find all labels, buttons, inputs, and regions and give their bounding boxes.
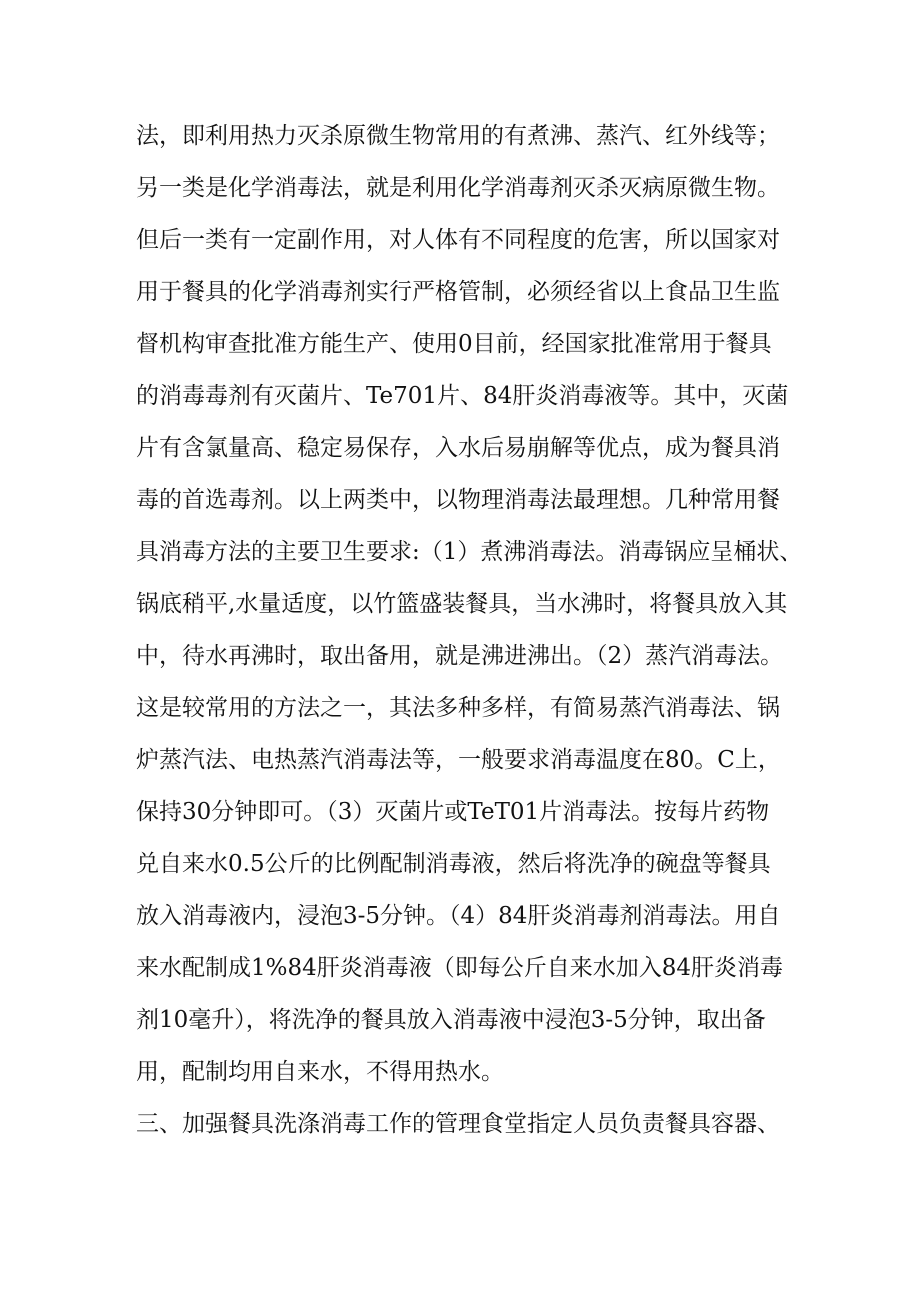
- text-line: 用，配制均用自来水，不得用热水。: [136, 1059, 504, 1085]
- text-line: 片有含氯量高、稳定易保存，入水后易崩解等优点，成为餐具消: [136, 435, 780, 461]
- text-line: 放入消毒液内，浸泡3-5分钟。（4）84肝炎消毒剂消毒法。用自: [136, 903, 781, 929]
- text-line: 督机构审查批准方能生产、使用0目前，经国家批准常用于餐具: [136, 331, 772, 357]
- text-line: 锅底稍平,水量适度，以竹篮盛装餐具，当水沸时，将餐具放入其: [136, 591, 788, 617]
- text-line: 法，即利用热力灭杀原微生物常用的有煮沸、蒸汽、红外线等；: [136, 123, 780, 149]
- text-line: 这是较常用的方法之一，其法多种多样，有简易蒸汽消毒法、锅: [136, 695, 780, 721]
- text-line: 另一类是化学消毒法，就是利用化学消毒剂灭杀灭病原微生物。: [136, 175, 780, 201]
- text-line: 剂10毫升），将洗净的餐具放入消毒液中浸泡3-5分钟，取出备: [136, 1007, 766, 1033]
- text-line: 中，待水再沸时，取出备用，就是沸进沸出。（2）蒸汽消毒法。: [136, 643, 784, 669]
- section-heading-line: 三、加强餐具洗涤消毒工作的管理食堂指定人员负责餐具容器、: [136, 1111, 780, 1137]
- text-line: 炉蒸汽法、电热蒸汽消毒法等，一般要求消毒温度在80。C上，: [136, 747, 781, 773]
- text-line: 用于餐具的化学消毒剂实行严格管制，必须经省以上食品卫生监: [136, 279, 780, 305]
- body-text: [136, 113, 836, 1153]
- text-line: 毒的首选毒剂。以上两类中，以物理消毒法最理想。几种常用餐: [136, 487, 780, 513]
- text-line: 保持30分钟即可。（3）灭菌片或TeT01片消毒法。按每片药物: [136, 799, 770, 825]
- text-line: 具消毒方法的主要卫生要求:（1）煮沸消毒法。消毒锅应呈桶状、: [136, 539, 803, 565]
- text-line: 来水配制成1%84肝炎消毒液（即每公斤自来水加入84肝炎消毒: [136, 955, 784, 981]
- text-line: 的消毒毒剂有灭菌片、Te701片、84肝炎消毒液等。其中，灭菌: [136, 383, 789, 409]
- text-line: 兑自来水0.5公斤的比例配制消毒液，然后将洗净的碗盘等餐具: [136, 851, 771, 877]
- text-line: 但后一类有一定副作用，对人体有不同程度的危害，所以国家对: [136, 227, 780, 253]
